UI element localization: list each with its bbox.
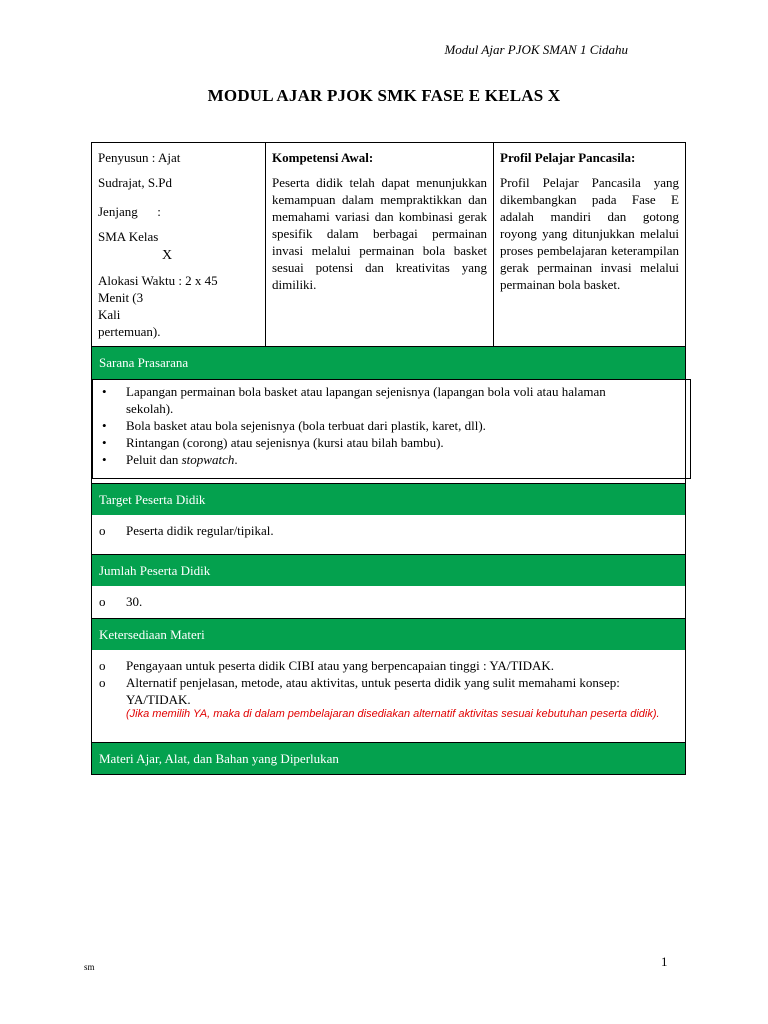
circle-marker: o	[99, 658, 106, 673]
profil-cell	[494, 143, 685, 346]
identity-row	[92, 143, 685, 346]
alokasi-line-3: Kali	[98, 307, 121, 322]
profil-heading: Profil Pelajar Pancasila:	[500, 150, 636, 165]
sarana-item-2: Bola basket atau bola sejenisnya (bola terbuat dari plastik, karet, dll).	[126, 418, 486, 433]
bullet-marker: •	[102, 384, 107, 399]
circle-marker: o	[99, 675, 106, 690]
list-item	[99, 657, 685, 674]
section-jumlah-peserta: Jumlah Peserta Didik	[92, 554, 685, 586]
bullet-marker: •	[102, 418, 107, 433]
bullet-marker: •	[102, 435, 107, 450]
penyusun-line-1: Penyusun : Ajat	[98, 150, 181, 165]
list-item	[99, 522, 685, 539]
list-item	[102, 434, 685, 451]
module-table	[91, 142, 686, 775]
alokasi-line-2: Menit (3	[98, 290, 144, 305]
ketersediaan-list	[92, 650, 685, 742]
kelas-line-2: X	[162, 248, 173, 263]
circle-marker: o	[99, 523, 106, 538]
ketersediaan-item-2: Alternatif penjelasan, metode, atau aktivitas, untuk peserta didik yang sulit memahami konsep: YA/TIDAK.	[126, 675, 620, 707]
list-item	[102, 417, 685, 434]
running-header: Modul Ajar PJOK SMAN 1 Cidahu	[444, 42, 628, 57]
jumlah-item-1: 30.	[126, 594, 143, 609]
section-target-peserta: Target Peserta Didik	[92, 483, 685, 515]
sarana-item-3: Rintangan (corong) atau sejenisnya (kursi atau bilah bambu).	[126, 435, 444, 450]
target-item-1: Peserta didik regular/tipikal.	[126, 523, 274, 538]
ketersediaan-note: (Jika memilih YA, maka di dalam pembelajaran disediakan alternatif aktivitas sesuai kebutuhan peserta didik).	[126, 708, 660, 720]
list-item	[102, 451, 685, 468]
sarana-item-4-end: .	[234, 452, 238, 467]
ketersediaan-item-1: Pengayaan untuk peserta didik CIBI atau yang berpencapaian tinggi : YA/TIDAK.	[126, 658, 555, 673]
section-ketersediaan-materi: Ketersediaan Materi	[92, 618, 685, 650]
footer-initials: sm	[84, 962, 95, 972]
kompetensi-heading: Kompetensi Awal:	[272, 150, 374, 165]
list-item	[99, 593, 685, 610]
alokasi-line-1: Alokasi Waktu : 2 x 45	[98, 273, 218, 288]
bullet-marker: •	[102, 452, 107, 467]
sarana-item-1: Lapangan permainan bola basket atau lapangan sejenisnya (lapangan bola voli atau halaman sekolah).	[126, 384, 606, 416]
page-number: 1	[661, 954, 668, 969]
jenjang-label: Jenjang :	[98, 204, 161, 219]
kelas-line-1: SMA Kelas	[98, 229, 159, 244]
section-sarana-prasarana: Sarana Prasarana	[92, 346, 685, 379]
sarana-item-4-text: Peluit dan	[126, 452, 182, 467]
jumlah-list	[92, 586, 685, 618]
penyusun-line-2: Sudrajat, S.Pd	[98, 175, 173, 190]
circle-marker: o	[99, 594, 106, 609]
profil-text: Profil Pelajar Pancasila yang dikembangkan pada Fase E adalah mandiri dan gotong royong yang ditunjukkan melalui proses pembelajaran keterampilan gerak permainan invasi melalui permainan bola basket.	[500, 175, 679, 292]
list-item	[102, 383, 685, 417]
sarana-item-4-emph: stopwatch	[181, 452, 235, 467]
alokasi-line-4: pertemuan).	[98, 324, 161, 339]
sarana-list	[92, 379, 685, 483]
section-materi-ajar: Materi Ajar, Alat, dan Bahan yang Diperlukan	[92, 742, 685, 774]
kompetensi-cell	[266, 143, 494, 346]
sarana-item-4	[126, 451, 685, 468]
target-list	[92, 515, 685, 554]
kompetensi-text: Peserta didik telah dapat menunjukkan kemampuan dalam mempraktikkan dan memahami variasi dan kombinasi gerak spesifik dalam berbagai permainan invasi melalui permainan bola basket sesuai potensi dan kreativitas yang dimiliki.	[272, 175, 487, 292]
list-item	[99, 674, 685, 708]
author-cell	[92, 143, 266, 346]
document-title: MODUL AJAR PJOK SMK FASE E KELAS X	[207, 86, 561, 105]
